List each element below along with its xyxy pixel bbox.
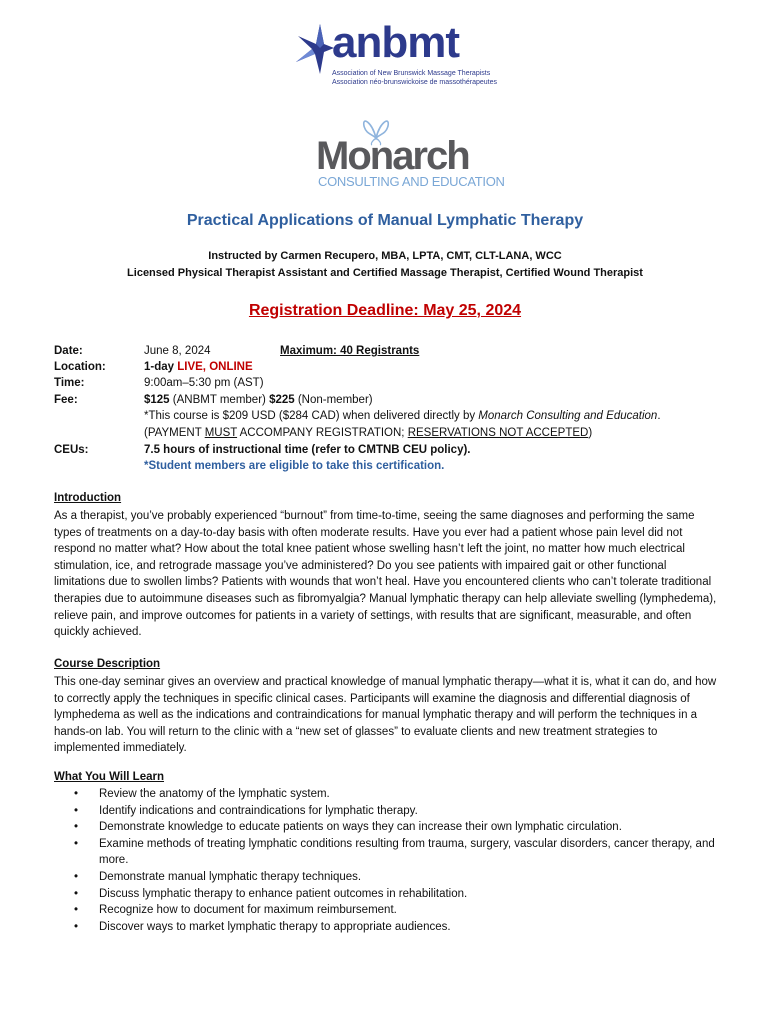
list-item: • Demonstrate knowledge to educate patients on ways they can increase their own lymphatic circulation. [54,819,718,836]
instructor-line: Instructed by Carmen Recupero, MBA, LPTA, CMT, CLT-LANA, WCC [208,250,562,262]
fee-note [144,410,661,422]
introduction-paragraph: As a therapist, you’ve probably experienced “burnout” from time-to-time, seeing the same diagnoses and performing the same types of treatments on a day-to-day basis with often moderate results. Have you ever had a patient whose pain level did not respond no matter what? How about the total knee patient whose swelling hasn’t left the joint, no matter how much electrical stimulation, ice, and retrograde massage you’ve administered? Do you see patients with impaired gait or other functional limitations due to swollen limbs? Patients with wounds that won’t heal. Have you encountered clients who can’t tolerate traditional therapies due to autoimmune diseases such as fibromyalgia? Manual lymphatic therapy can help alleviate swelling (lymphedema), relieve pain, and improve outcomes for patients in a variety of settings, with results that are significant, measurable, and often quickly achieved. [54,510,717,639]
fee-note-suffix: . [657,410,661,422]
anbmt-wordmark: anbmt [332,18,459,67]
anbmt-logo [290,18,497,92]
monarch-tagline: CONSULTING AND EDUCATION [318,174,505,189]
member-text: (ANBMT member) [169,394,270,406]
introduction-text [54,508,718,641]
payment-open: (PAYMENT [144,427,205,439]
nonmember-text: (Non-member) [294,394,373,406]
list-item: • Demonstrate manual lymphatic therapy techniques. [54,869,718,886]
learn-heading: What You Will Learn [54,771,165,783]
fee-note-org: Monarch Consulting and Education [478,410,658,422]
date-label: Date: [54,345,83,357]
course-description-heading: Course Description [54,658,161,670]
anbmt-english-name: Association of New Brunswick Massage Therapists [332,70,491,77]
location-live-online: LIVE, ONLINE [177,361,253,373]
fee-note-prefix: *This course is $209 USD ($284 CAD) when delivered directly by [144,410,479,422]
monarch-logo [310,112,505,192]
time-value: 9:00am–5:30 pm (AST) [144,377,264,389]
nonmember-price: $225 [269,394,295,406]
list-item: • Discuss lymphatic therapy to enhance patient outcomes in rehabilitation. [54,886,718,903]
payment-close: ) [588,427,593,439]
fee-label: Fee: [54,394,78,406]
student-note: *Student members are eligible to take this certification. [144,460,445,472]
learning-objectives-list [54,786,718,935]
introduction-heading: Introduction [54,492,122,504]
time-label: Time: [54,377,85,389]
payment-must: MUST [204,427,238,439]
member-price: $125 [144,394,170,406]
list-item: • Recognize how to document for maximum reimbursement. [54,902,718,919]
reservations-not-accepted: RESERVATIONS NOT ACCEPTED [407,427,589,439]
location-label: Location: [54,361,106,373]
list-item: • Identify indications and contraindications for lymphatic therapy. [54,803,718,820]
monarch-wordmark: Monarch [316,134,469,178]
course-title: Practical Applications of Manual Lymphatic Therapy [186,212,584,229]
location-value [144,361,253,373]
list-item: • Review the anatomy of the lymphatic system. [54,786,718,803]
payment-note [144,427,592,439]
location-format: 1-day [144,361,178,373]
instructor-credentials: Licensed Physical Therapist Assistant and Certified Massage Therapist, Certified Wound Therapist [127,267,643,279]
list-item: • Discover ways to market lymphatic therapy to appropriate audiences. [54,919,718,936]
registration-deadline: Registration Deadline: May 25, 2024 [248,302,522,319]
ceus-value: 7.5 hours of instructional time (refer to CMTNB CEU policy). [144,444,471,456]
ceus-label: CEUs: [54,444,89,456]
list-item: • Examine methods of treating lymphatic conditions resulting from trauma, surgery, vascular disorders, cancer therapy, and more. [54,836,718,869]
course-description-text [54,674,718,757]
anbmt-star-icon [290,22,336,84]
payment-middle: ACCOMPANY REGISTRATION; [237,427,408,439]
anbmt-french-name: Association néo-brunswickoise de massothérapeutes [332,79,497,86]
date-value: June 8, 2024 [144,345,211,357]
maximum-registrants: Maximum: 40 Registrants [280,345,420,357]
course-description-paragraph: This one-day seminar gives an overview and practical knowledge of manual lymphatic therapy—what it is, what it can do, and how to correctly apply the techniques in specific clinical cases. Participants will examine the diagnosis and differential diagnosis of lymphedema as well as the indications and contraindications for manual lymphatic therapy and will perform the techniques in a hands-on lab. You will return to the clinic with a “new set of glasses” to evaluate clients and new treatment strategies to implemented immediately. [54,676,717,755]
fee-value [144,394,373,406]
